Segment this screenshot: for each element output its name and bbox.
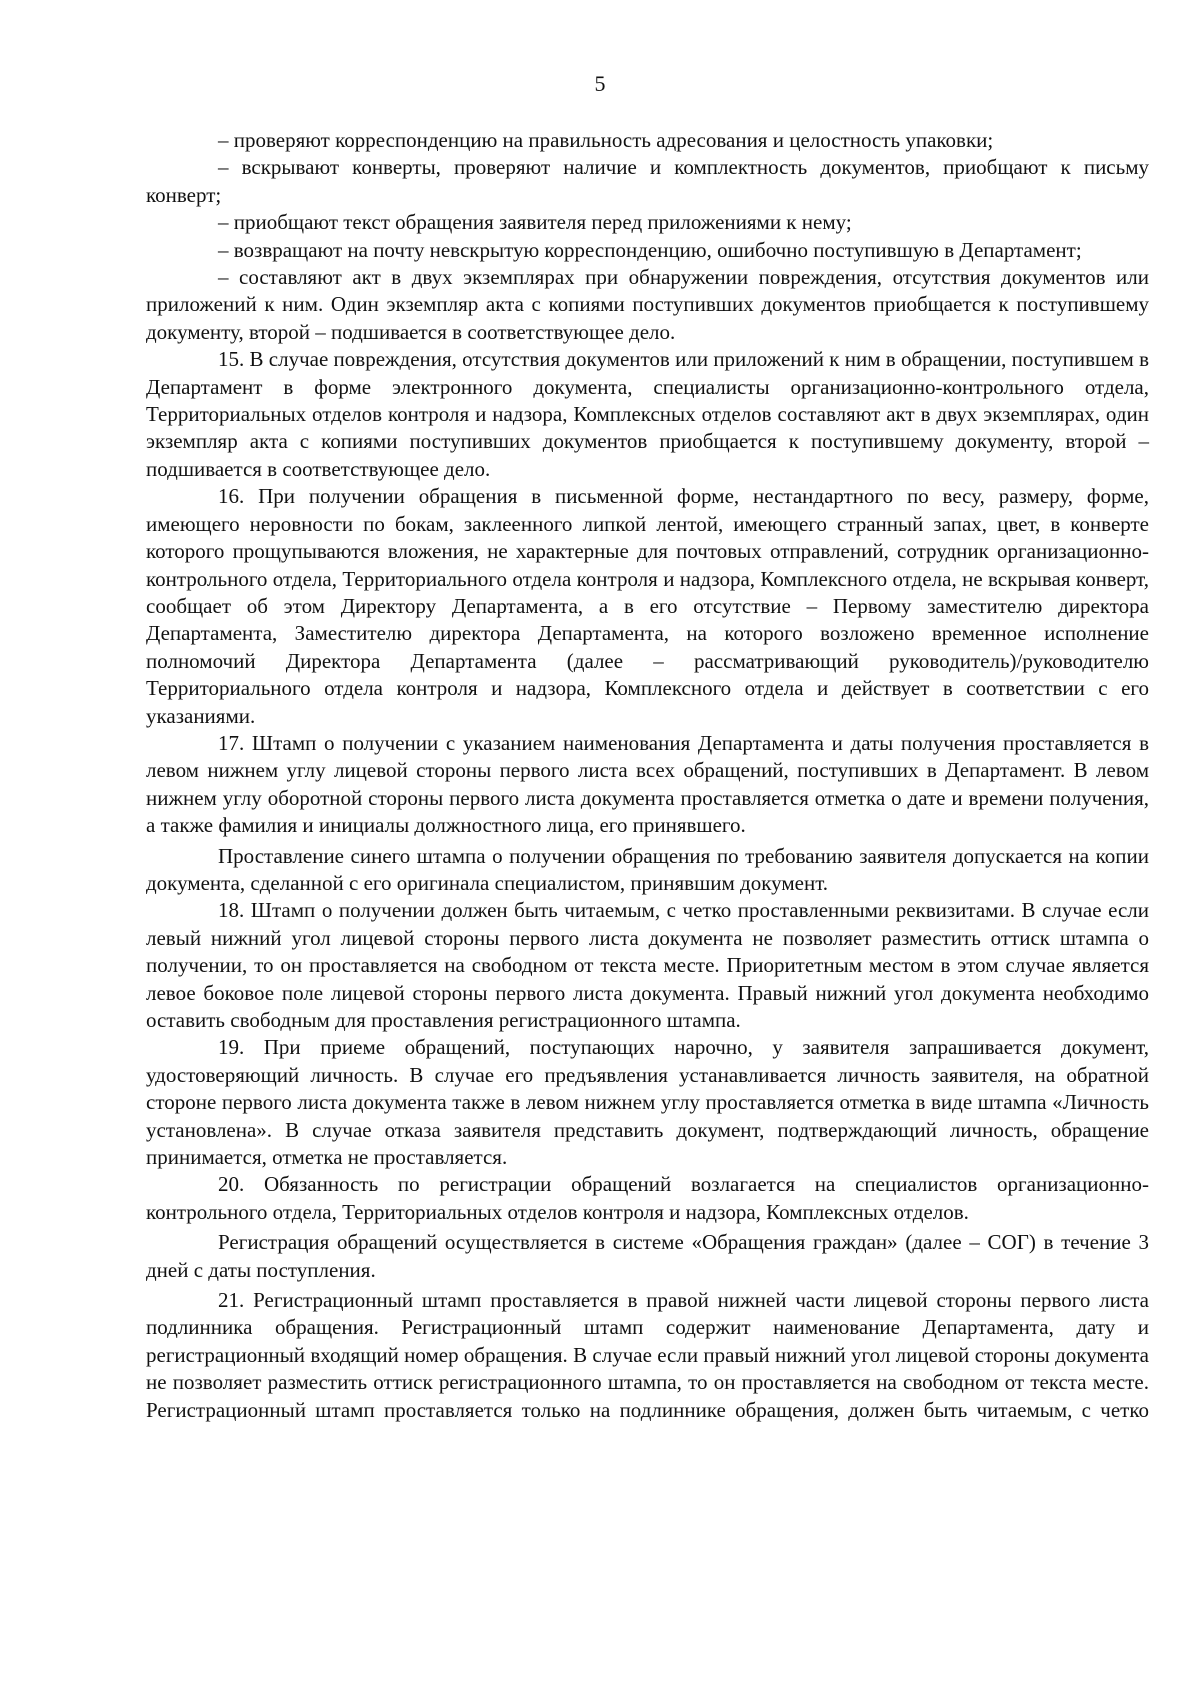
clause-16: 16. При получении обращения в письменной форме, нестандартного по весу, размеру, форме, имеющего неровности по бокам, заклеенного липкой лентой, имеющего странный запах, цвет, в конверте которого прощупываются вложения, не характерные для почтовых отправлений, сотрудник организационно-контрольного отдела, Территориального отдела контроля и надзора, Комплексного отдела, не вскрывая конверт, сообщает об этом Директору Департамента, а в его отсутствие – Первому заместителю директора Департамента, Заместителю директора Департамента, на которого возложено временное исполнение полномочий Директора Департамента (далее – рассматривающий руководитель)/руководителю Территориального отдела контроля и надзора, Комплексного отдела и действует в соответствии с его указаниями. (146, 484, 1149, 728)
list-item-open-envelopes: – вскрывают конверты, проверяют наличие и комплектность документов, приобщают к письму конверт; (146, 155, 1149, 207)
list-item-compose-act: – составляют акт в двух экземплярах при обнаружении повреждения, отсутствия документов или приложений к ним. Один экземпляр акта с копиями поступивших документов приобщается к поступившему документу, второй – подшивается в соответствующее дело. (146, 265, 1149, 344)
list-item-check-correspondence: – проверяют корреспонденцию на правильность адресования и целостность упаковки; (218, 128, 994, 152)
document-body (146, 127, 1149, 1424)
list-item-attach-text: – приобщают текст обращения заявителя перед приложениями к нему; (218, 210, 852, 235)
clause-15: 15. В случае повреждения, отсутствия документов или приложений к ним в обращении, поступившем в Департамент в форме электронного документа, специалисты организационно-контрольного отдела, Территориальных отделов контроля и надзора, Комплексных отделов составляют акт в двух экземплярах, один экземпляр акта с копиями поступивших документов приобщается к поступившему документу, второй – подшивается в соответствующее дело. (146, 347, 1149, 481)
clause-20-registration-system: Регистрация обращений осуществляется в системе «Обращения граждан» (далее – СОГ) в течение 3 дней с даты поступления. (146, 1230, 1149, 1282)
list-item-return-mail: – возвращают на почту невскрытую корреспонденцию, ошибочно поступившую в Департамент; (218, 237, 1082, 262)
clause-17-blue-stamp: Проставление синего штампа о получении обращения по требованию заявителя допускается на копии документа, сделанной с его оригинала специалистом, принявшим документ. (146, 843, 1149, 895)
clause-19: 19. При приеме обращений, поступающих нарочно, у заявителя запрашивается документ, удостоверяющий личность. В случае его предъявления устанавливается личность заявителя, на обратной стороне первого листа документа также в левом нижнем углу проставляется отметка в виде штампа «Личность установлена». В случае отказа заявителя представить документ, подтверждающий личность, обращение принимается, отметка не проставляется. (146, 1035, 1149, 1170)
clause-20: 20. Обязанность по регистрации обращений возлагается на специалистов организационно-контрольного отдела, Территориальных отделов контроля и надзора, Комплексных отделов. (146, 1172, 1149, 1224)
page-number: 5 (594, 71, 606, 96)
clause-18: 18. Штамп о получении должен быть читаемым, с четко проставленными реквизитами. В случае если левый нижний угол лицевой стороны первого листа документа не позволяет разместить оттиск штампа о получении, то он проставляется на свободном от текста месте. Приоритетным местом в этом случае является левое боковое поле лицевой стороны первого листа документа. Правый нижний угол документа необходимо оставить свободным для проставления регистрационного штампа. (146, 898, 1149, 1032)
clause-17: 17. Штамп о получении с указанием наименования Департамента и даты получения проставляется в левом нижнем углу лицевой стороны первого листа всех обращений, поступивших в Департамент. В левом нижнем углу оборотной стороны первого листа документа проставляется отметка о дате и времени получения, а также фамилия и инициалы должностного лица, его принявшего. (146, 730, 1149, 838)
clause-21: 21. Регистрационный штамп проставляется в правой нижней части лицевой стороны первого листа подлинника обращения. Регистрационный штамп содержит наименование Департамента, дату и регистрационный входящий номер обращения. В случае если правый нижний угол лицевой стороны документа не позволяет разместить оттиск регистрационного штампа, то он проставляется на свободном от текста месте. Регистрационный штамп проставляется только на подлиннике обращения, должен быть читаемым, с четко (146, 1288, 1149, 1422)
